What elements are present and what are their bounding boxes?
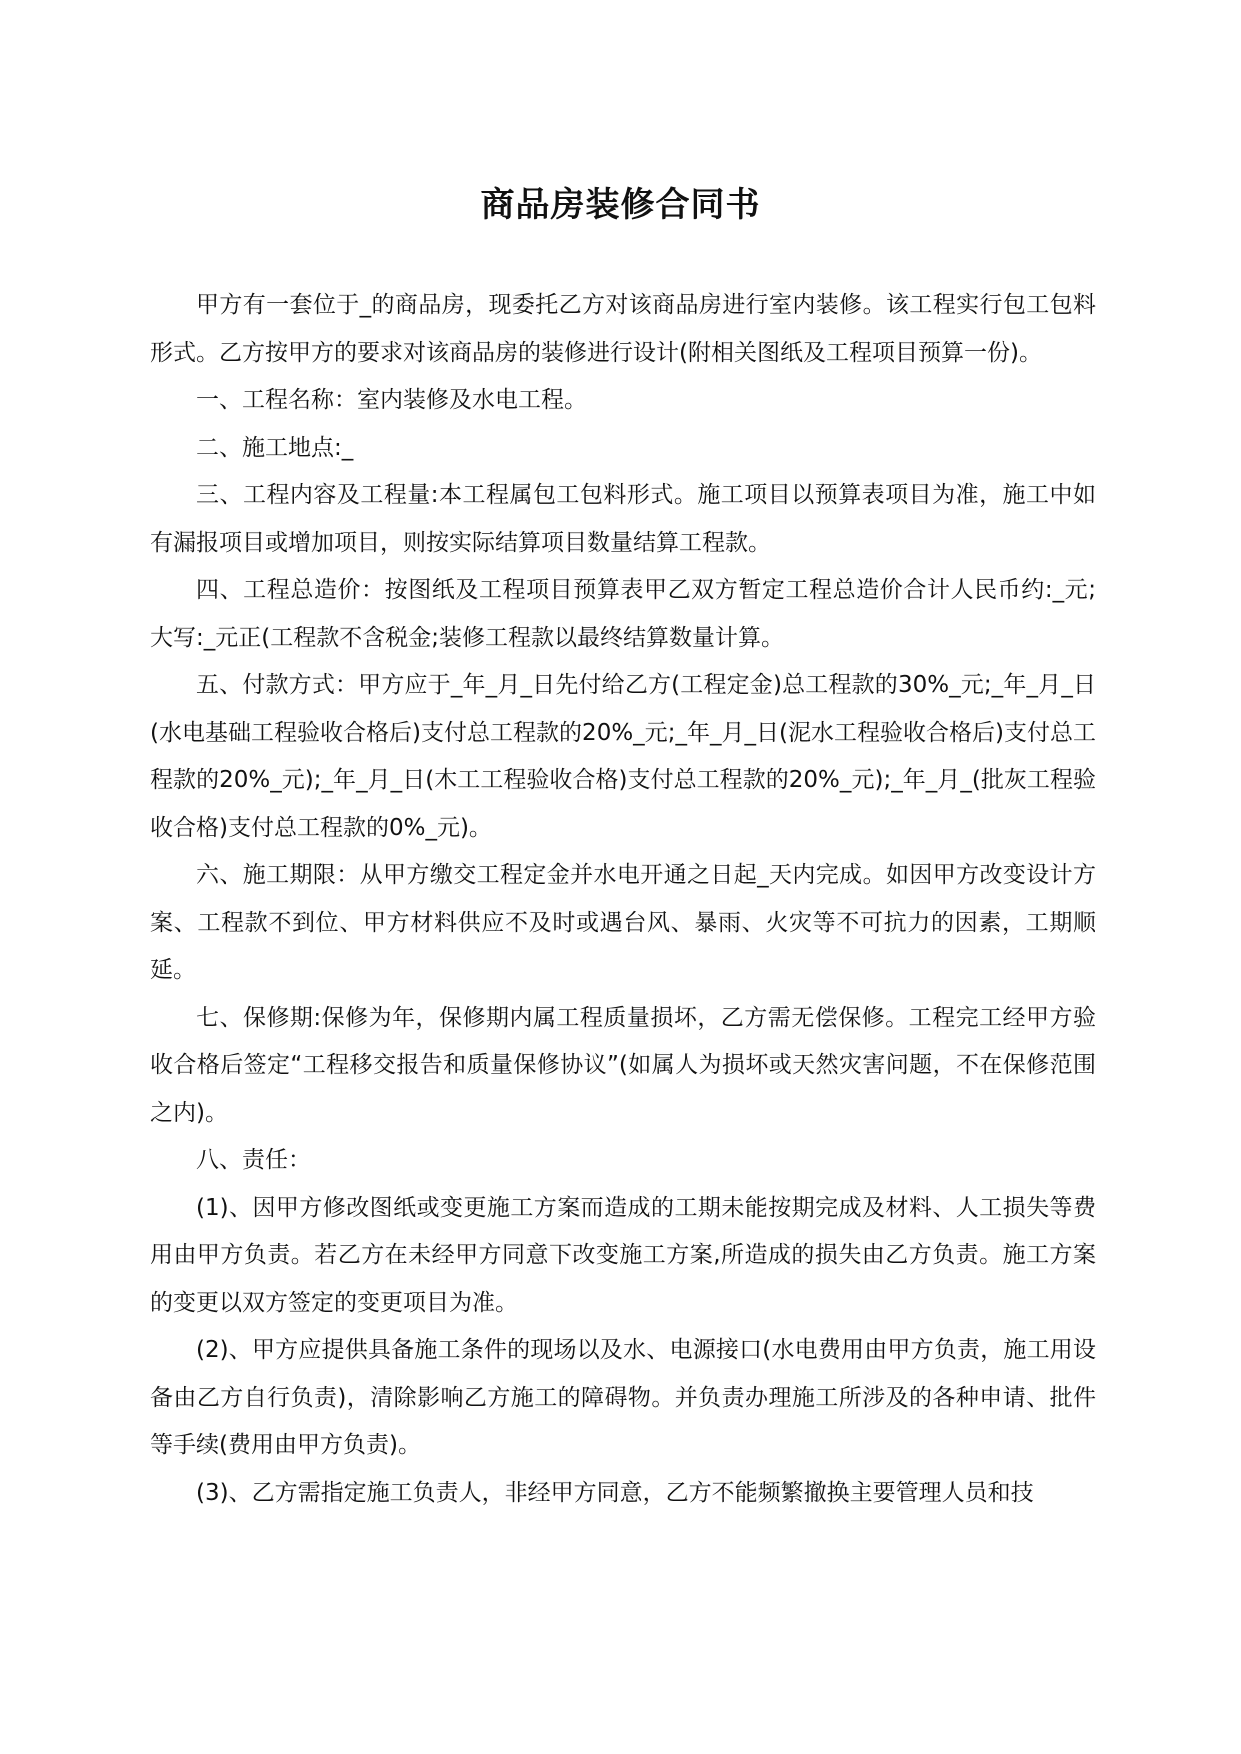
document-title: 商品房装修合同书 xyxy=(480,184,761,225)
responsibility-item-2: (2)、甲方应提供具备施工条件的现场以及水、电源接口(水电费用由甲方负责，施工用设备由乙方自行负责)，清除影响乙方施工的障碍物。并负责办理施工所涉及的各种申请、批件等手续(费用由甲方负责)。 xyxy=(150,1337,1096,1458)
clause-schedule: 六、施工期限：从甲方缴交工程定金并水电开通之日起_天内完成。如因甲方改变设计方案、工程款不到位、甲方材料供应不及时或遇台风、暴雨、火灾等不可抗力的因素，工期顺延。 xyxy=(150,862,1096,983)
document-body xyxy=(150,282,1096,1517)
clause-scope: 三、工程内容及工程量:本工程属包工包料形式。施工项目以预算表项目为准，施工中如有漏报项目或增加项目，则按实际结算项目数量结算工程款。 xyxy=(150,482,1096,556)
clause-responsibility-heading: 八、责任： xyxy=(196,1147,311,1173)
clause-warranty: 七、保修期:保修为年，保修期内属工程质量损坏，乙方需无偿保修。工程完工经甲方验收合格后签定“工程移交报告和质量保修协议”(如属人为损坏或天然灾害问题，不在保修范围之内)。 xyxy=(150,1004,1096,1126)
clause-total-cost: 四、工程总造价：按图纸及工程项目预算表甲乙双方暂定工程总造价合计人民币约:_元;大写:_元正(工程款不含税金;装修工程款以最终结算数量计算。 xyxy=(150,577,1096,651)
responsibility-item-1: (1)、因甲方修改图纸或变更施工方案而造成的工期未能按期完成及材料、人工损失等费用由甲方负责。若乙方在未经甲方同意下改变施工方案,所造成的损失由乙方负责。施工方案的变更以双方签定的变更项目为准。 xyxy=(150,1194,1096,1316)
responsibility-item-3: (3)、乙方需指定施工负责人，非经甲方同意，乙方不能频繁撤换主要管理人员和技 xyxy=(196,1479,1034,1506)
clause-site-location: 二、施工地点:_ xyxy=(196,434,354,461)
intro-paragraph: 甲方有一套位于_的商品房，现委托乙方对该商品房进行室内装修。该工程实行包工包料形式。乙方按甲方的要求对该商品房的装修进行设计(附相关图纸及工程项目预算一份)。 xyxy=(150,292,1096,366)
clause-payment: 五、付款方式：甲方应于_年_月_日先付给乙方(工程定金)总工程款的30%_元;_年_月_日(水电基础工程验收合格后)支付总工程款的20%_元;_年_月_日(泥水工程验收合格后)支付总工程款的20%_元);_年_月_日(木工工程验收合格)支付总工程款的20%_元);_年_月_(批灰工程验收合格)支付总工程款的0%_元)。 xyxy=(150,672,1096,841)
clause-project-name: 一、工程名称：室内装修及水电工程。 xyxy=(196,387,587,413)
